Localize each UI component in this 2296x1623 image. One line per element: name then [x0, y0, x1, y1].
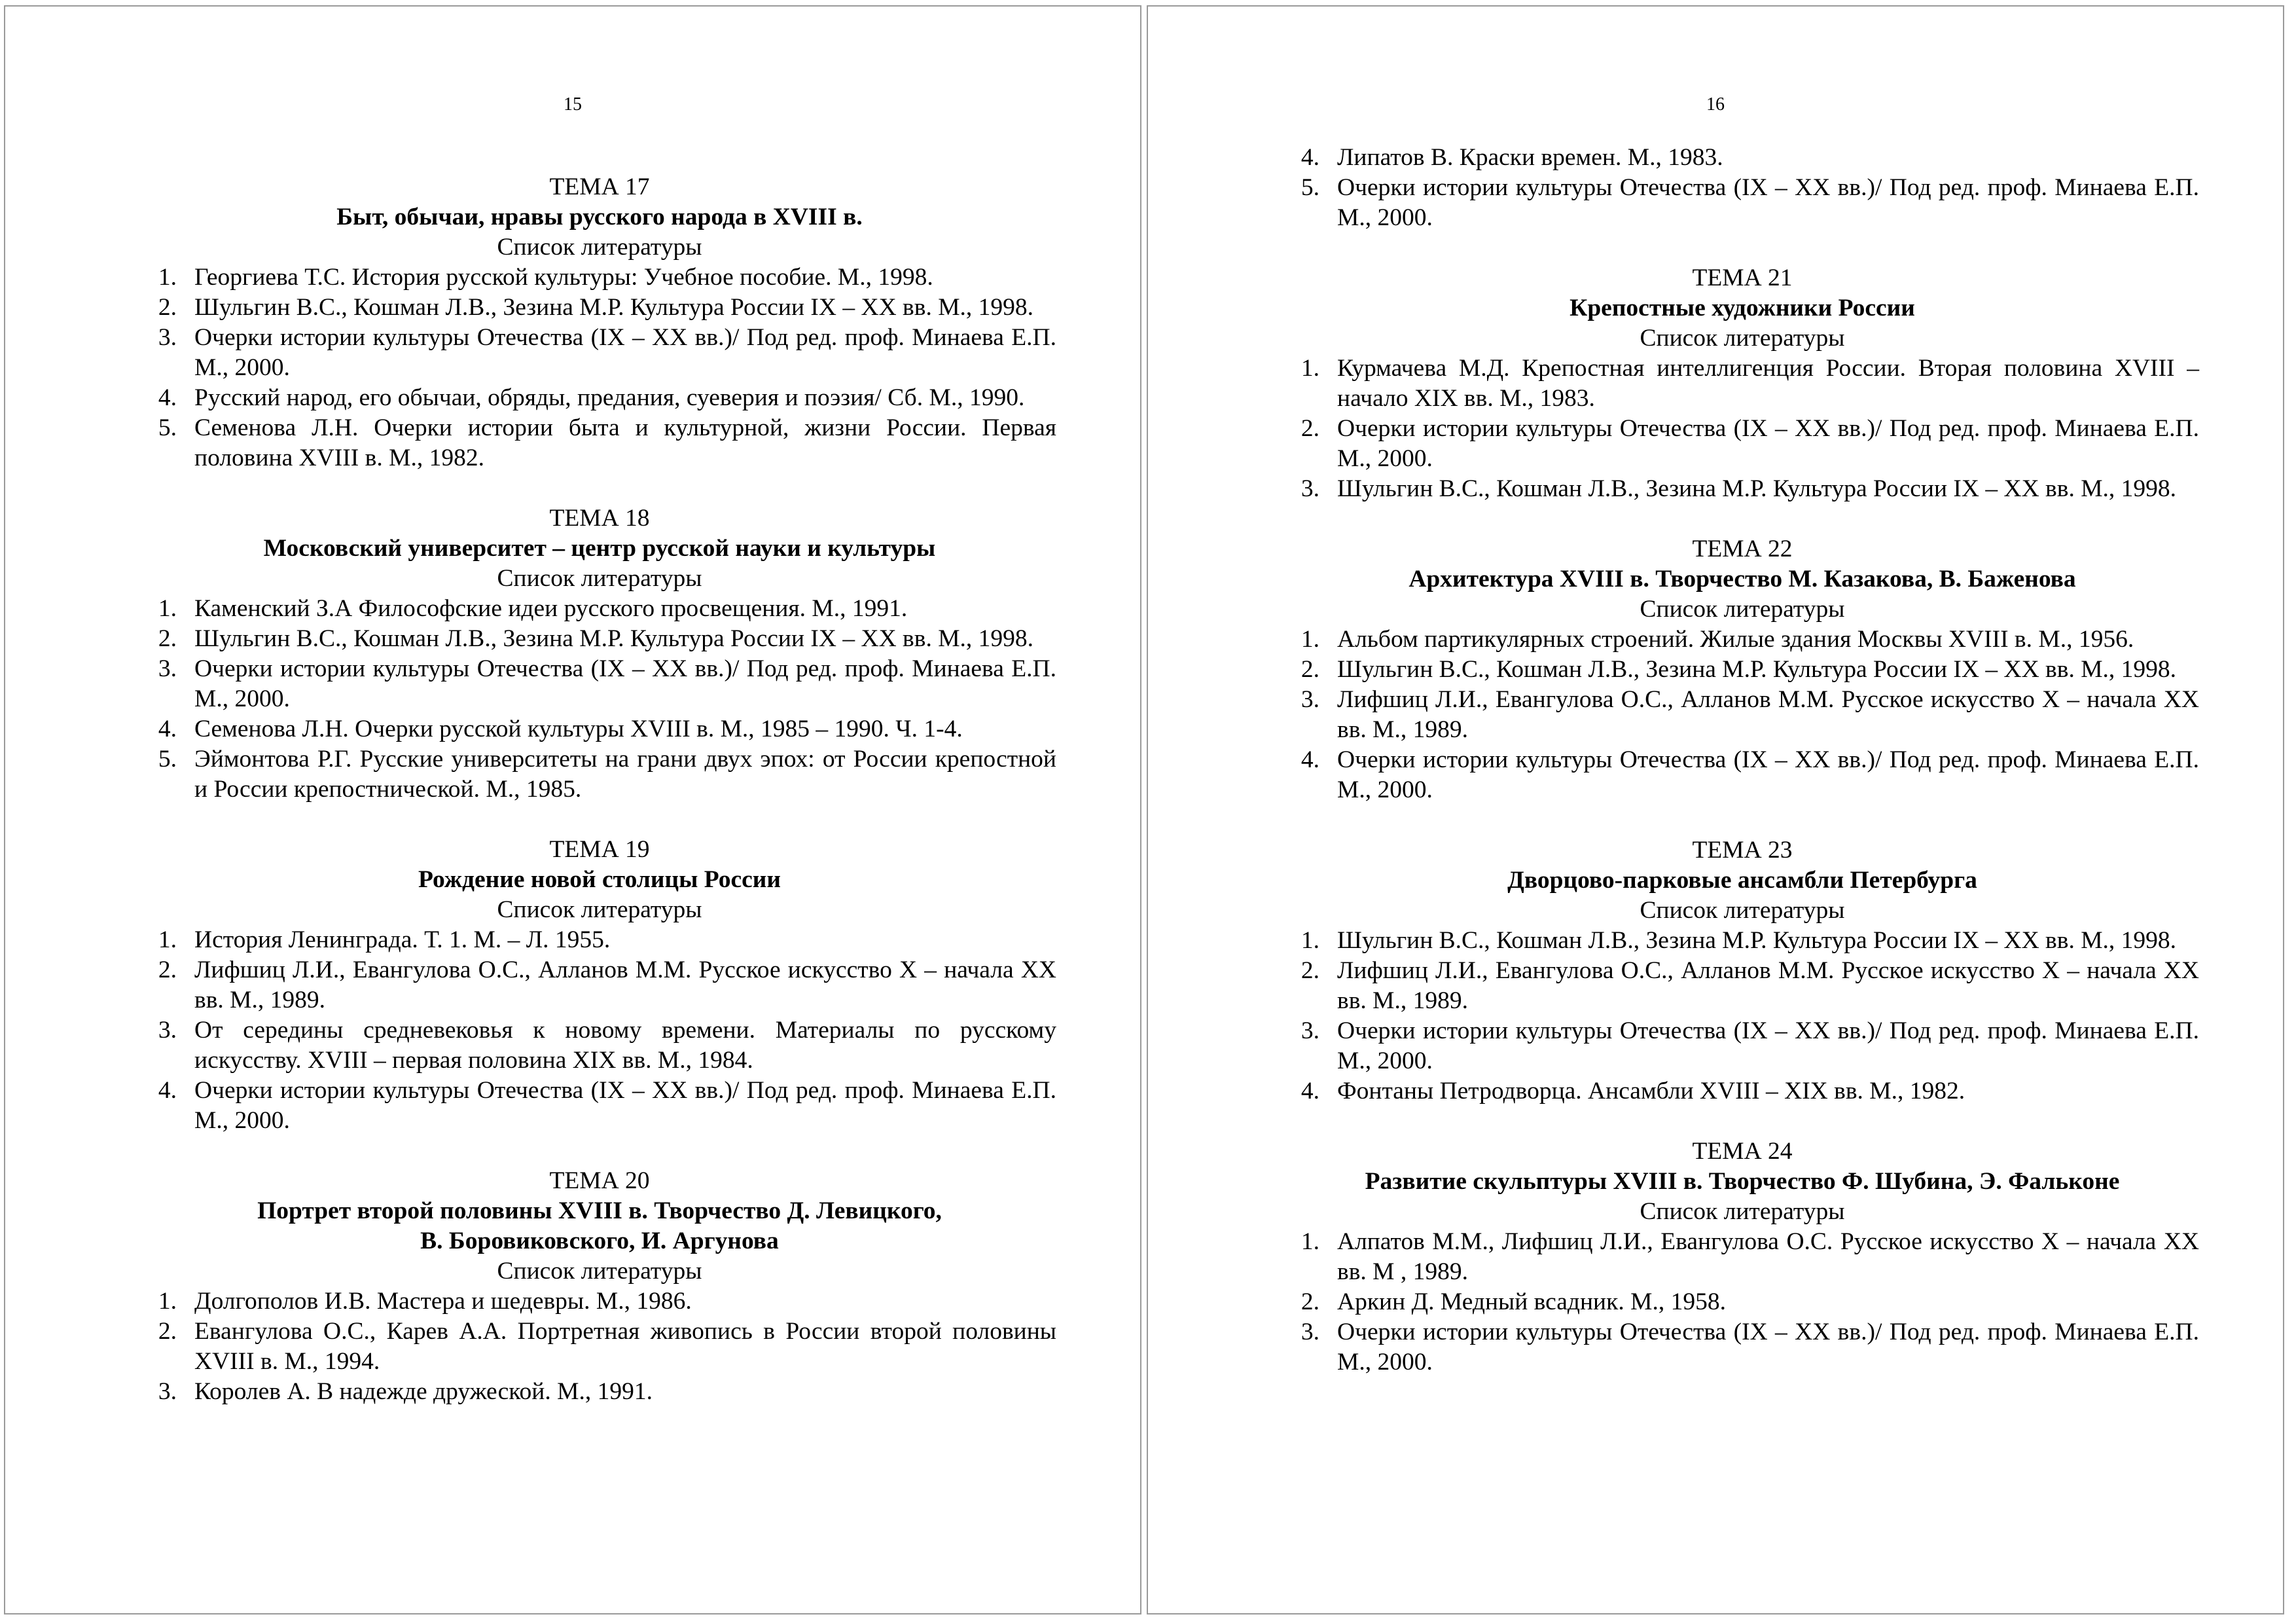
list-item: [1285, 143, 2199, 173]
item-number: 4.: [1300, 1078, 1319, 1104]
item-text: Очерки истории культуры Отечества (IX – XX вв.)/ Под ред. проф. Минаева Е.П. М., 2000.: [1337, 746, 2199, 803]
list-item: [143, 383, 1056, 413]
item-text: Фонтаны Петродворца. Ансамбли XVIII – XIX вв. М., 1982.: [1337, 1078, 1965, 1104]
list-item: [1285, 1227, 2199, 1287]
item-number: 2.: [158, 294, 177, 321]
bibliography-heading: Список литературы: [1640, 325, 1845, 352]
topic-22: [1285, 534, 2199, 805]
item-text: Семенова Л.Н. Очерки истории быта и культурной, жизни России. Первая половина XVIII в. М., 1982.: [194, 414, 1056, 471]
item-number: 1.: [1300, 626, 1319, 653]
bibliography-list: [143, 1286, 1056, 1407]
item-text: От середины средневековья к новому времени. Материалы по русскому искусству. XVIII – первая половина XIX вв. М., 1984.: [194, 1017, 1056, 1074]
item-number: 2.: [1300, 1288, 1319, 1315]
item-text: Курмачева М.Д. Крепостная интеллигенция России. Вторая половина XVIII – начало XIX вв. М., 1983.: [1337, 355, 2199, 412]
item-text: Шульгин В.С., Кошман Л.В., Зезина М.Р. Культура России IX – XX вв. М., 1998.: [194, 294, 1034, 321]
item-text: Долгополов И.В. Мастера и шедевры. М., 1986.: [194, 1288, 692, 1315]
bibliography-heading: Список литературы: [1640, 897, 1845, 924]
list-item: [1285, 745, 2199, 805]
item-text: Альбом партикулярных строений. Жилые здания Москвы XVIII в. М., 1956.: [1337, 626, 2134, 653]
list-item: [1285, 1016, 2199, 1076]
topic-heading: ТЕМА 20: [549, 1167, 650, 1194]
item-number: 3.: [1300, 686, 1319, 713]
item-text: Эймонтова Р.Г. Русские университеты на грани двух эпох: от России крепостной и России крепостнической. М., 1985.: [194, 746, 1056, 803]
topic-heading: ТЕМА 17: [549, 173, 650, 200]
list-item: [1285, 414, 2199, 474]
item-number: 2.: [158, 1318, 177, 1345]
item-text: Шульгин В.С., Кошман Л.В., Зезина М.Р. Культура России IX – XX вв. М., 1998.: [194, 625, 1034, 652]
list-item: [1285, 625, 2199, 655]
page-15: [4, 5, 1141, 1614]
list-item: [143, 1377, 1056, 1407]
topic-title-continued: В. Боровиковского, И. Аргунова: [420, 1228, 779, 1254]
item-text: Очерки истории культуры Отечества (IX – XX вв.)/ Под ред. проф. Минаева Е.П. М., 2000.: [1337, 1319, 2199, 1376]
item-number: 2.: [1300, 957, 1319, 984]
item-text: Очерки истории культуры Отечества (IX – XX вв.)/ Под ред. проф. Минаева Е.П. М., 2000.: [1337, 174, 2199, 231]
item-number: 4.: [158, 1077, 177, 1104]
bibliography-list: [143, 925, 1056, 1136]
topic-title: Быт, обычаи, нравы русского народа в XVIII в.: [336, 204, 863, 230]
bibliography-heading: Список литературы: [1640, 596, 1845, 623]
item-number: 4.: [158, 384, 177, 411]
topic-heading: ТЕМА 19: [549, 836, 650, 863]
item-text: Георгиева Т.С. История русской культуры: Учебное пособие. М., 1998.: [194, 264, 933, 291]
item-text: Очерки истории культуры Отечества (IX – XX вв.)/ Под ред. проф. Минаева Е.П. М., 2000.: [1337, 415, 2199, 472]
item-number: 2.: [1300, 415, 1319, 442]
item-text: Шульгин В.С., Кошман Л.В., Зезина М.Р. Культура России IX – XX вв. М., 1998.: [1337, 927, 2177, 954]
item-text: Лифшиц Л.И., Евангулова О.С., Алланов М.М. Русское искусство X – начала XX вв. М., 1989.: [1337, 957, 2199, 1014]
list-item: [1285, 354, 2199, 414]
page-number: 15: [564, 94, 582, 115]
list-item: [143, 714, 1056, 744]
item-text: Шульгин В.С., Кошман Л.В., Зезина М.Р. Культура России IX – XX вв. М., 1998.: [1337, 475, 2177, 502]
topic-title: Рождение новой столицы России: [418, 866, 781, 893]
item-number: 3.: [158, 1017, 177, 1044]
item-text: Семенова Л.Н. Очерки русской культуры XVIII в. М., 1985 – 1990. Ч. 1-4.: [194, 716, 963, 742]
item-number: 2.: [1300, 656, 1319, 683]
list-item: [1285, 1287, 2199, 1317]
list-item: [143, 624, 1056, 654]
list-item: [1285, 474, 2199, 504]
topic-heading: ТЕМА 22: [1692, 536, 1793, 562]
item-number: 1.: [1300, 927, 1319, 954]
item-number: 3.: [158, 655, 177, 682]
list-item: [1285, 685, 2199, 745]
page-16: [1147, 5, 2284, 1614]
item-number: 4.: [158, 716, 177, 742]
item-text: Королев А. В надежде дружеской. М., 1991.: [194, 1378, 653, 1405]
item-number: 5.: [158, 414, 177, 441]
bibliography-list: [1285, 354, 2199, 504]
list-item: [1285, 173, 2199, 233]
item-text: История Ленинграда. Т. 1. М. – Л. 1955.: [194, 926, 611, 953]
page-content: [143, 172, 1056, 1407]
topic-heading: ТЕМА 21: [1692, 264, 1793, 291]
topic-title: Крепостные художники России: [1570, 295, 1915, 321]
item-number: 1.: [158, 264, 177, 291]
page-number: 16: [1706, 94, 1725, 115]
item-number: 5.: [1300, 174, 1319, 201]
topic-17: [143, 172, 1056, 473]
list-item: [1285, 1317, 2199, 1377]
topic-20: [143, 1166, 1056, 1407]
item-number: 1.: [158, 1288, 177, 1315]
topic-24: [1285, 1137, 2199, 1377]
topic-title: Архитектура XVIII в. Творчество М. Казакова, В. Баженова: [1408, 566, 2076, 593]
item-number: 1.: [1300, 1228, 1319, 1255]
list-item: [143, 1015, 1056, 1076]
item-number: 5.: [158, 746, 177, 773]
item-text: Лифшиц Л.И., Евангулова О.С., Алланов М.М. Русское искусство X – начала XX вв. М., 1989.: [1337, 686, 2199, 743]
bibliography-heading: Список литературы: [497, 565, 702, 592]
bibliography-heading: Список литературы: [497, 1258, 702, 1285]
topic-title: Дворцово-парковые ансамбли Петербурга: [1507, 867, 1977, 894]
topic-18: [143, 503, 1056, 805]
list-item: [1285, 655, 2199, 685]
list-item: [1285, 956, 2199, 1016]
list-item: [143, 744, 1056, 805]
list-item: [143, 594, 1056, 624]
list-item: [143, 955, 1056, 1015]
list-item: [1285, 1076, 2199, 1106]
item-number: 2.: [158, 625, 177, 652]
item-number: 3.: [1300, 1017, 1319, 1044]
bibliography-list: [143, 594, 1056, 805]
list-item: [143, 263, 1056, 293]
topic-21: [1285, 263, 2199, 504]
item-number: 4.: [1300, 144, 1319, 171]
list-item: [143, 413, 1056, 473]
item-number: 3.: [158, 1378, 177, 1405]
bibliography-heading: Список литературы: [497, 234, 702, 261]
topic-20-continuation: [1285, 143, 2199, 233]
list-item: [143, 323, 1056, 383]
item-text: Аркин Д. Медный всадник. М., 1958.: [1337, 1288, 1726, 1315]
item-text: Каменский З.А Философские идеи русского просвещения. М., 1991.: [194, 595, 908, 622]
item-text: Лифшиц Л.И., Евангулова О.С., Алланов М.М. Русское искусство X – начала XX вв. М., 1989.: [194, 957, 1056, 1013]
bibliography-heading: Список литературы: [497, 896, 702, 923]
item-number: 4.: [1300, 746, 1319, 773]
item-text: Шульгин В.С., Кошман Л.В., Зезина М.Р. Культура России IX – XX вв. М., 1998.: [1337, 656, 2177, 683]
bibliography-list: [143, 263, 1056, 473]
item-text: Очерки истории культуры Отечества (IX – XX вв.)/ Под ред. проф. Минаева Е.П. М., 2000.: [194, 655, 1056, 712]
topic-heading: ТЕМА 18: [549, 505, 650, 532]
topic-19: [143, 835, 1056, 1136]
item-text: Очерки истории культуры Отечества (IX – XX вв.)/ Под ред. проф. Минаева Е.П. М., 2000.: [1337, 1017, 2199, 1074]
item-number: 1.: [158, 926, 177, 953]
item-text: Липатов В. Краски времен. М., 1983.: [1337, 144, 1723, 171]
list-item: [143, 925, 1056, 955]
topic-title: Портрет второй половины XVIII в. Творчество Д. Левицкого,: [257, 1197, 942, 1224]
topic-23: [1285, 835, 2199, 1106]
topic-title: Развитие скульптуры XVIII в. Творчество Ф. Шубина, Э. Фальконе: [1365, 1168, 2120, 1195]
item-text: Русский народ, его обычаи, обряды, предания, суеверия и поэзия/ Сб. М., 1990.: [194, 384, 1025, 411]
topic-heading: ТЕМА 23: [1692, 837, 1793, 864]
page-content: [1285, 143, 2199, 1377]
bibliography-list: [1285, 926, 2199, 1106]
list-item: [143, 293, 1056, 323]
topic-title: Московский университет – центр русской науки и культуры: [263, 535, 936, 562]
bibliography-heading: Список литературы: [1640, 1198, 1845, 1225]
item-text: Евангулова О.С., Карев А.А. Портретная живопись в России второй половины XVIII в. М., 1994.: [194, 1318, 1056, 1375]
item-text: Очерки истории культуры Отечества (IX – XX вв.)/ Под ред. проф. Минаева Е.П. М., 2000.: [194, 324, 1056, 381]
item-text: Очерки истории культуры Отечества (IX – XX вв.)/ Под ред. проф. Минаева Е.П. М., 2000.: [194, 1077, 1056, 1134]
list-item: [143, 1317, 1056, 1377]
item-number: 1.: [158, 595, 177, 622]
bibliography-list: [1285, 143, 2199, 233]
item-number: 2.: [158, 957, 177, 983]
bibliography-list: [1285, 1227, 2199, 1377]
item-text: Алпатов М.М., Лифшиц Л.И., Евангулова О.С. Русское искусство X – начала XX вв. М , 1989.: [1337, 1228, 2199, 1285]
list-item: [143, 654, 1056, 714]
list-item: [143, 1076, 1056, 1136]
item-number: 3.: [1300, 1319, 1319, 1345]
bibliography-list: [1285, 625, 2199, 805]
item-number: 1.: [1300, 355, 1319, 382]
list-item: [143, 1286, 1056, 1317]
item-number: 3.: [158, 324, 177, 351]
item-number: 3.: [1300, 475, 1319, 502]
topic-heading: ТЕМА 24: [1692, 1138, 1793, 1165]
list-item: [1285, 926, 2199, 956]
